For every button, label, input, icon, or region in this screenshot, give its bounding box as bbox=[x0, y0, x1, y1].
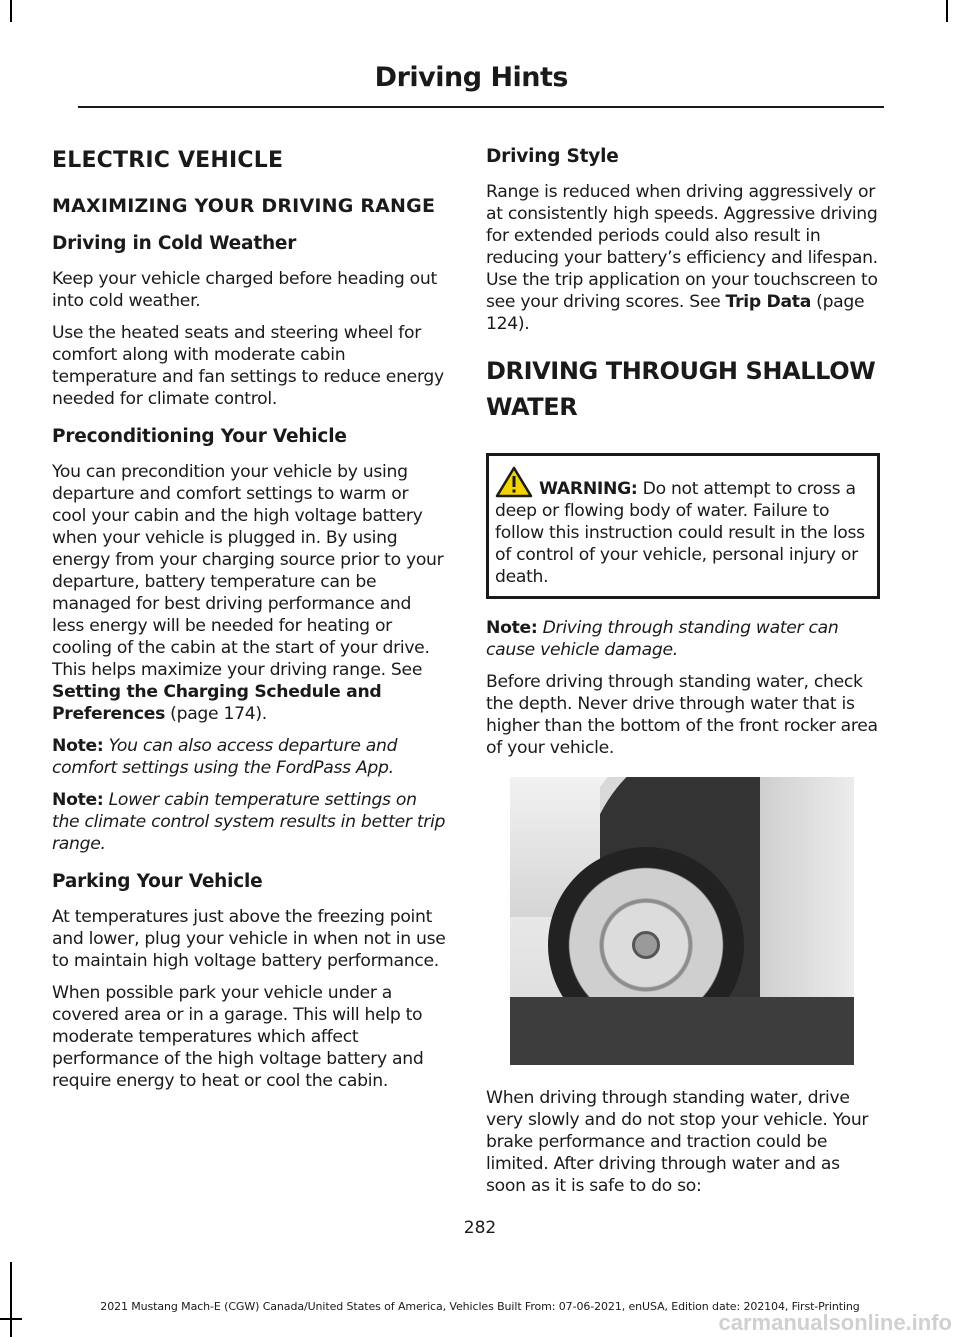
note-label: Note: bbox=[52, 790, 104, 810]
charging-schedule-link[interactable]: Setting the Charging Schedule and Preferences bbox=[52, 682, 382, 724]
note-text: You can also access departure and comfort settings using the FordPass App. bbox=[52, 736, 398, 778]
warning-text: Do not attempt to cross a deep or flowing body of water. Failure to follow this instruction could result in the loss of control of your vehicle, personal injury or death. bbox=[495, 479, 865, 587]
note-text: Driving through standing water can cause vehicle damage. bbox=[486, 618, 839, 660]
page-header-title: Driving Hints bbox=[374, 62, 568, 93]
note-label: Note: bbox=[486, 618, 538, 638]
parking-paragraph-2: When possible park your vehicle under a covered area or in a garage. This will help to moderate temperatures which affect performance of the high voltage battery and require energy to heat or cool the cabin. bbox=[52, 983, 424, 1091]
section-title: ELECTRIC VEHICLE bbox=[52, 148, 284, 173]
wheel-hub bbox=[632, 931, 660, 959]
standing-water bbox=[510, 997, 854, 1065]
preconditioning-paragraph bbox=[52, 461, 446, 725]
trip-data-page-ref: (page 124). bbox=[486, 292, 865, 334]
left-column bbox=[52, 140, 446, 1102]
header-rule bbox=[78, 106, 884, 108]
warning-box bbox=[486, 453, 880, 599]
shallow-water-note bbox=[486, 617, 880, 661]
crop-mark-top-right-vertical bbox=[946, 0, 948, 22]
parking-heading: Parking Your Vehicle bbox=[52, 871, 263, 892]
vehicle-body-panel bbox=[760, 777, 854, 997]
preconditioning-note-2 bbox=[52, 789, 446, 855]
driving-style-heading: Driving Style bbox=[486, 146, 619, 167]
shallow-water-title-line-2: WATER bbox=[486, 393, 578, 421]
parking-paragraph-1: At temperatures just above the freezing point and lower, plug your vehicle in when not in use to maintain high voltage battery performance. bbox=[52, 907, 446, 971]
crop-mark-bottom-left-horizontal bbox=[0, 1318, 22, 1320]
wheel-in-water-illustration bbox=[510, 777, 854, 1065]
crop-mark-top-left-vertical bbox=[10, 0, 12, 22]
cold-weather-heading: Driving in Cold Weather bbox=[52, 233, 297, 254]
trip-data-link[interactable]: Trip Data bbox=[725, 292, 811, 312]
cold-weather-paragraph-1: Keep your vehicle charged before heading out into cold weather. bbox=[52, 269, 437, 311]
preconditioning-note-1 bbox=[52, 735, 446, 779]
note-text: Lower cabin temperature settings on the climate control system results in better trip range. bbox=[52, 790, 446, 854]
shallow-water-title bbox=[486, 353, 880, 425]
shallow-water-paragraph-2: When driving through standing water, drive very slowly and do not stop your vehicle. Your brake performance and traction could be limited. After driving through water and as soon as it is safe to do so: bbox=[486, 1088, 869, 1196]
shallow-water-title-line-1: DRIVING THROUGH SHALLOW bbox=[486, 357, 876, 385]
subsection-title: MAXIMIZING YOUR DRIVING RANGE bbox=[52, 195, 436, 217]
driving-style-text: Range is reduced when driving aggressively or at consistently high speeds. Aggressive driving for extended periods could also result in reducing your battery’s efficiency and lifespan. Use the trip application on your touchscreen to see your driving scores. See bbox=[486, 182, 878, 312]
warning-paragraph bbox=[495, 466, 867, 588]
charging-schedule-page-ref: (page 174). bbox=[165, 704, 267, 724]
page-number: 282 bbox=[463, 1218, 497, 1238]
right-column bbox=[486, 140, 880, 1207]
cold-weather-paragraph-2: Use the heated seats and steering wheel for comfort along with moderate cabin temperature and fan settings to reduce energy needed for climate control. bbox=[52, 323, 444, 409]
warning-label: WARNING: bbox=[539, 479, 638, 499]
warning-triangle-icon bbox=[495, 466, 533, 498]
preconditioning-text: You can precondition your vehicle by using departure and comfort settings to warm or cool your cabin and the high voltage battery when your vehicle is plugged in. By using energy from your charging source prior to your departure, battery temperature can be managed for best driving performance and less energy will be needed for heating or cooling of the cabin at the start of your drive. This helps maximize your driving range. See bbox=[52, 462, 444, 680]
driving-style-paragraph bbox=[486, 181, 880, 335]
note-label: Note: bbox=[52, 736, 104, 756]
preconditioning-heading: Preconditioning Your Vehicle bbox=[52, 426, 347, 447]
watermark: carmanualsonline.info bbox=[718, 1310, 952, 1335]
footer-edition-line: 2021 Mustang Mach-E (CGW) Canada/United States of America, Vehicles Built From: 07-06-2021, enUSA, Edition date: 202104, First-Printing bbox=[100, 1300, 860, 1313]
shallow-water-paragraph-1: Before driving through standing water, check the depth. Never drive through water that is higher than the bottom of the front rocker area of your vehicle. bbox=[486, 672, 878, 758]
